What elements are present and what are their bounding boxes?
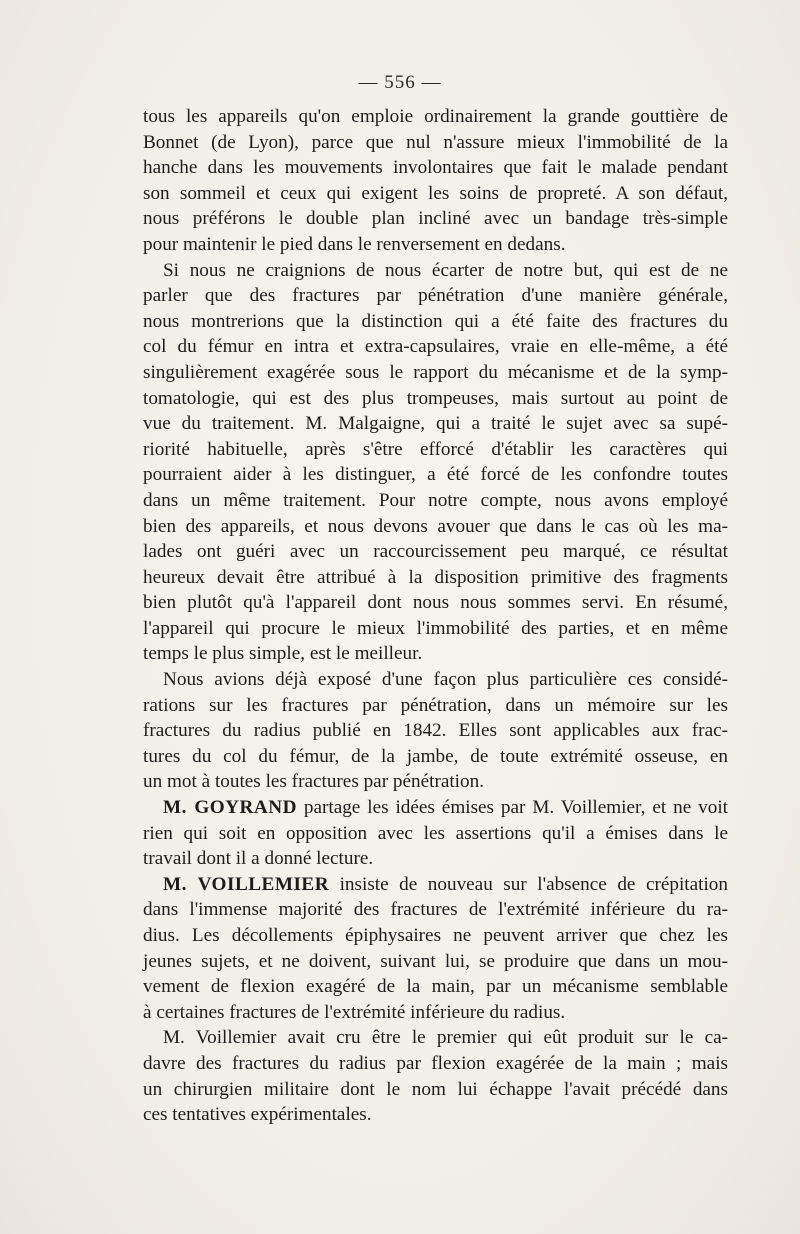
body-text	[143, 104, 728, 1128]
text-line: pour maintenir le pied dans le renversement en dedans.	[143, 233, 566, 255]
text-line: fractures du radius publié en 1842. Elles sont applicables aux frac-	[143, 720, 728, 742]
text-line: nous montrerions que la distinction qui a été faite des fractures du	[143, 310, 728, 332]
text-line: rien qui soit en opposition avec les assertions qu'il a émises dans le	[143, 822, 728, 844]
speaker-name: M. GOYRAND	[163, 797, 297, 819]
text-line: Bonnet (de Lyon), parce que nul n'assure mieux l'immobilité de la	[143, 131, 728, 153]
text-fragment: partage les idées émises par M. Voillemier, et ne voit	[296, 797, 728, 819]
text-line: lades ont guéri avec un raccourcissement peu marqué, ce résultat	[143, 541, 728, 563]
text-line: jeunes sujets, et ne doivent, suivant lui, se produire que dans un mou-	[143, 950, 728, 972]
text-line: un mot à toutes les fractures par pénétration.	[143, 771, 484, 793]
text-line: temps le plus simple, est le meilleur.	[143, 643, 423, 665]
text-line: travail dont il a donné lecture.	[143, 848, 374, 870]
text-line: Nous avions déjà exposé d'une façon plus particulière ces considé-	[163, 669, 728, 691]
text-line: l'appareil qui procure le mieux l'immobilité des parties, et en même	[143, 617, 728, 639]
text-line: hanche dans les mouvements involontaires que fait le malade pendant	[143, 157, 728, 179]
text-line: parler que des fractures par pénétration d'une manière générale,	[143, 285, 728, 307]
text-line: ces tentatives expérimentales.	[143, 1104, 372, 1126]
text-line: dius. Les décollements épiphysaires ne peuvent arriver que chez les	[143, 925, 728, 946]
text-line: tures du col du fémur, de la jambe, de toute extrémité osseuse, en	[143, 745, 728, 767]
text-line: M. Voillemier avait cru être le premier qui eût produit sur le ca-	[163, 1027, 728, 1049]
paragraph-3	[143, 667, 728, 795]
page-number: — 556 —	[358, 72, 442, 93]
text-line: à certaines fractures de l'extrémité inférieure du radius.	[143, 1001, 566, 1023]
text-line: dans l'immense majorité des fractures de l'extrémité inférieure du ra-	[143, 899, 728, 921]
text-line: pourraient aider à les distinguer, a été forcé de les confondre toutes	[143, 464, 728, 486]
speaker-name: M. VOILLEMIER	[163, 873, 330, 895]
text-line	[143, 795, 728, 821]
text-line: tous les appareils qu'on emploie ordinairement la grande gouttière de	[143, 106, 728, 127]
text-line: rations sur les fractures par pénétration, dans un mémoire sur les	[143, 694, 728, 716]
text-line: bien des appareils, et nous devons avouer que dans le cas où les ma-	[143, 515, 728, 537]
text-line: riorité habituelle, après s'être efforcé d'établir les caractères qui	[143, 438, 728, 460]
paragraph-5	[143, 872, 728, 1026]
paragraph-6	[143, 1025, 728, 1127]
text-line: nous préférons le double plan incliné avec un bandage très-simple	[143, 208, 728, 230]
text-line: tomatologie, qui est des plus trompeuses, mais surtout au point de	[143, 387, 728, 409]
text-line: davre des fractures du radius par flexion exagérée de la main ; mais	[143, 1052, 728, 1074]
text-line: heureux devait être attribué à la disposition primitive des fragments	[143, 566, 728, 588]
text-line: son sommeil et ceux qui exigent les soins de propreté. A son défaut,	[143, 182, 728, 204]
text-line: vement de flexion exagéré de la main, par un mécanisme semblable	[143, 976, 728, 998]
text-line: dans un même traitement. Pour notre compte, nous avons employé	[143, 489, 728, 511]
text-line: Si nous ne craignions de nous écarter de notre but, qui est de ne	[163, 259, 728, 281]
text-line: un chirurgien militaire dont le nom lui échappe l'avait précédé dans	[143, 1078, 728, 1100]
paragraph-1	[143, 104, 728, 258]
text-line: bien plutôt qu'à l'appareil dont nous nous sommes servi. En résumé,	[143, 592, 728, 614]
text-line: singulièrement exagérée sous le rapport du mécanisme et de la symp-	[143, 361, 728, 383]
text-line: col du fémur en intra et extra-capsulaires, vraie en elle-même, a été	[143, 336, 728, 358]
text-line	[143, 872, 728, 898]
paragraph-2	[143, 258, 728, 668]
paragraph-4	[143, 795, 728, 872]
text-line: vue du traitement. M. Malgaigne, qui a traité le sujet avec sa supé-	[143, 413, 728, 435]
text-fragment: insiste de nouveau sur l'absence de crépitation	[329, 873, 728, 895]
